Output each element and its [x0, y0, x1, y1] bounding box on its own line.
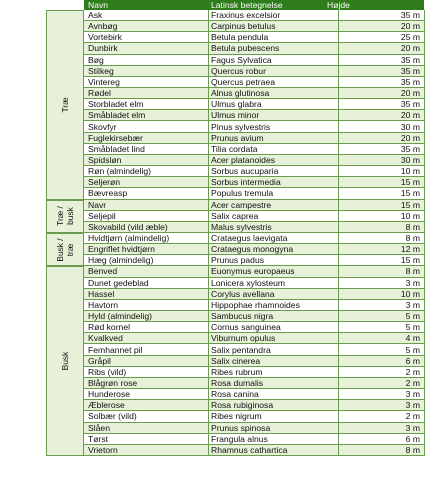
group-label-cell — [46, 266, 84, 456]
height-value: 8 m — [405, 444, 420, 455]
latin-name: Populus tremula — [211, 188, 274, 199]
table-row — [84, 133, 424, 144]
latin-name: Malus sylvestris — [211, 221, 272, 232]
height-value: 3 m — [405, 277, 420, 288]
latin-name: Viburnum opulus — [211, 333, 276, 344]
species-name: Æblerose — [88, 400, 125, 411]
column-divider — [424, 10, 425, 456]
height-value: 4 m — [405, 333, 420, 344]
species-name: Storbladet elm — [88, 99, 144, 110]
table-row — [84, 222, 424, 233]
height-value: 15 m — [400, 188, 420, 199]
group-label: Busk / træ — [55, 238, 75, 262]
table-row — [84, 55, 424, 66]
latin-name: Pinus sylvestris — [211, 121, 271, 132]
column-divider — [208, 10, 209, 456]
height-value: 30 m — [400, 121, 420, 132]
height-value: 6 m — [405, 355, 420, 366]
table-row — [84, 278, 424, 289]
species-name: Femhannet pil — [88, 344, 143, 355]
table-row — [84, 345, 424, 356]
height-value: 15 m — [400, 255, 420, 266]
height-value: 20 m — [400, 132, 420, 143]
table-row — [84, 389, 424, 400]
height-value: 5 m — [405, 311, 420, 322]
species-name: Vrietorn — [88, 444, 118, 455]
latin-name: Crataegus laevigata — [211, 233, 288, 243]
table-row — [84, 233, 424, 244]
latin-name: Euonymus europaeus — [211, 266, 295, 277]
table-row — [84, 155, 424, 166]
species-name: Slåen — [88, 422, 110, 433]
latin-name: Sambucus nigra — [211, 311, 274, 322]
group-label-cell — [46, 233, 84, 266]
table-row — [84, 77, 424, 88]
table-row — [84, 188, 424, 199]
height-value: 8 m — [405, 221, 420, 232]
species-name: Gråpil — [88, 355, 111, 366]
height-value: 10 m — [400, 210, 420, 221]
height-value: 3 m — [405, 299, 420, 310]
height-value: 3 m — [405, 389, 420, 400]
species-name: Ask — [88, 10, 103, 20]
species-name: Seljepil — [88, 210, 116, 221]
species-name: Skovfyr — [88, 121, 117, 132]
header-height: Højde — [327, 0, 350, 10]
latin-name: Salix caprea — [211, 210, 259, 221]
species-name: Hunderose — [88, 389, 131, 400]
height-value: 10 m — [400, 288, 420, 299]
latin-name: Alnus glutinosa — [211, 88, 270, 99]
table-row — [84, 177, 424, 188]
species-name: Småbladet elm — [88, 110, 146, 121]
latin-name: Prunus spinosa — [211, 422, 271, 433]
latin-name: Sorbus intermedia — [211, 177, 281, 188]
table-row — [84, 166, 424, 177]
species-name: Skovabild (vild æble) — [88, 221, 168, 232]
table-row — [84, 110, 424, 121]
species-name: Småbladet lind — [88, 143, 145, 154]
height-value: 8 m — [405, 266, 420, 277]
height-value: 35 m — [400, 143, 420, 154]
species-name: Blågrøn rose — [88, 377, 138, 388]
latin-name: Lonicera xylosteum — [211, 277, 286, 288]
latin-name: Salix cinerea — [211, 355, 261, 366]
species-name: Benved — [88, 266, 118, 277]
latin-name: Rosa rubiginosa — [211, 400, 274, 411]
species-name: Avnbøg — [88, 21, 118, 32]
species-name: Hyld (almindelig) — [88, 311, 152, 322]
latin-name: Hippophae rhamnoides — [211, 299, 300, 310]
group-label: Busk — [60, 351, 70, 371]
table-row — [84, 21, 424, 32]
table-row — [84, 333, 424, 344]
table-row — [84, 32, 424, 43]
latin-name: Cornus sanguinea — [211, 322, 281, 333]
species-name: Røn (almindelig) — [88, 166, 152, 177]
height-value: 35 m — [400, 54, 420, 65]
height-value: 5 m — [405, 344, 420, 355]
species-name: Hassel — [88, 288, 115, 299]
latin-name: Betula pubescens — [211, 43, 280, 54]
table-row — [84, 423, 424, 434]
species-name: Ribs (vild) — [88, 366, 127, 377]
height-value: 10 m — [400, 166, 420, 177]
table-row — [84, 311, 424, 322]
height-value: 25 m — [400, 32, 420, 43]
latin-name: Fraxinus excelsior — [211, 10, 281, 20]
group-label-cell — [46, 200, 84, 233]
table-row — [84, 356, 424, 367]
table-row — [84, 411, 424, 422]
header-name: Navn — [88, 0, 109, 10]
height-value: 20 m — [400, 110, 420, 121]
latin-name: Fagus Sylvatica — [211, 54, 272, 65]
table-row — [84, 244, 424, 255]
height-value: 6 m — [405, 433, 420, 444]
table-row — [84, 400, 424, 411]
group-label: Træ / busk — [55, 206, 75, 227]
column-divider — [338, 10, 339, 456]
table-row — [84, 300, 424, 311]
latin-name: Ulmus minor — [211, 110, 260, 121]
height-value: 15 m — [400, 199, 420, 210]
height-value: 35 m — [400, 65, 420, 76]
species-name: Tørst — [88, 433, 109, 444]
latin-name: Quercus robur — [211, 65, 266, 76]
height-value: 3 m — [405, 422, 420, 433]
latin-name: Ulmus glabra — [211, 99, 262, 110]
species-name: Engriflet hvidtjørn — [88, 244, 155, 255]
header-latin: Latinsk betegnelse — [211, 0, 283, 10]
latin-name: Acer campestre — [211, 199, 272, 210]
height-value: 20 m — [400, 88, 420, 99]
latin-name: Prunus padus — [211, 255, 265, 266]
height-value: 12 m — [400, 244, 420, 255]
height-value: 20 m — [400, 21, 420, 32]
species-name: Kvalkved — [88, 333, 123, 344]
species-name: Fuglekirsebær — [88, 132, 143, 143]
latin-name: Crataegus monogyna — [211, 244, 294, 255]
latin-name: Ribes nigrum — [211, 411, 262, 422]
height-value: 15 m — [400, 177, 420, 188]
table-row — [84, 445, 424, 456]
table-row — [84, 122, 424, 133]
latin-name: Rosa dumalis — [211, 377, 264, 388]
table-row — [84, 211, 424, 222]
table-row — [84, 99, 424, 110]
species-name: Hæg (almindelig) — [88, 255, 154, 266]
latin-name: Rosa canina — [211, 389, 259, 400]
species-name: Vortebirk — [88, 32, 122, 43]
table-row — [84, 43, 424, 54]
species-name: Dunbirk — [88, 43, 118, 54]
table-row — [84, 144, 424, 155]
species-name: Rød kornel — [88, 322, 131, 333]
latin-name: Prunus avium — [211, 132, 264, 143]
latin-name: Quercus petraea — [211, 76, 276, 87]
latin-name: Frangula alnus — [211, 433, 268, 444]
group-label-cell — [46, 10, 84, 200]
species-name: Solbær (vild) — [88, 411, 137, 422]
height-value: 8 m — [405, 233, 420, 243]
latin-name: Betula pendula — [211, 32, 269, 43]
table-row — [84, 378, 424, 389]
height-value: 3 m — [405, 400, 420, 411]
height-value: 35 m — [400, 76, 420, 87]
latin-name: Tilia cordata — [211, 143, 258, 154]
species-name: Vintereg — [88, 76, 120, 87]
height-value: 2 m — [405, 366, 420, 377]
table-row — [84, 434, 424, 445]
table-row — [84, 255, 424, 266]
species-name: Rødel — [88, 88, 111, 99]
species-name: Navr — [88, 199, 107, 210]
table-row — [84, 200, 424, 211]
table-header — [84, 0, 424, 10]
table-row — [84, 367, 424, 378]
table-row — [84, 322, 424, 333]
height-value: 2 m — [405, 411, 420, 422]
latin-name: Corylus avellana — [211, 288, 275, 299]
species-name: Stilkeg — [88, 65, 114, 76]
height-value: 35 m — [400, 10, 420, 20]
latin-name: Sorbus aucuparia — [211, 166, 279, 177]
height-value: 20 m — [400, 43, 420, 54]
table-row — [84, 10, 424, 21]
table-row — [84, 289, 424, 300]
species-name: Seljerøn — [88, 177, 120, 188]
latin-name: Acer platanoides — [211, 154, 276, 165]
species-name: Hvidtjørn (almindelig) — [88, 233, 170, 243]
height-value: 2 m — [405, 377, 420, 388]
height-value: 5 m — [405, 322, 420, 333]
group-label: Træ — [60, 97, 70, 113]
species-name: Bævreasp — [88, 188, 128, 199]
table-row — [84, 66, 424, 77]
table-row — [84, 88, 424, 99]
latin-name: Rhamnus cathartica — [211, 444, 288, 455]
latin-name: Carpinus betulus — [211, 21, 276, 32]
height-value: 35 m — [400, 99, 420, 110]
latin-name: Salix pentandra — [211, 344, 271, 355]
species-name: Dunet gedeblad — [88, 277, 149, 288]
species-name: Spidsløn — [88, 154, 122, 165]
height-value: 30 m — [400, 154, 420, 165]
species-name: Havtorn — [88, 299, 119, 310]
latin-name: Ribes rubrum — [211, 366, 263, 377]
table-row — [84, 266, 424, 277]
species-name: Bøg — [88, 54, 104, 65]
